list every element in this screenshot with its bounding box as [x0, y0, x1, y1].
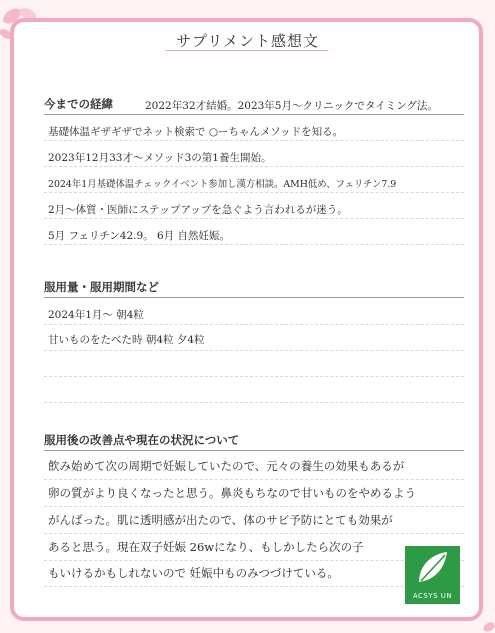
ruled-line: [44, 586, 464, 587]
handwritten-line: 卵の質がより良くなったと思う。鼻炎もちなので甘いものをやめるよう: [48, 486, 416, 500]
ruled-line: [44, 506, 464, 507]
handwritten-line: もいけるかもしれないので 妊娠中ものみつづけている。: [48, 566, 339, 580]
handwritten-line: がんばった。肌に透明感が出たので、体のサビ予防にとても効果が: [48, 513, 393, 527]
corner-decoration-icon: [475, 613, 495, 633]
title-underline: [166, 50, 328, 51]
ruled-line: [44, 376, 464, 377]
ruled-line: [44, 533, 464, 534]
ruled-line: [44, 192, 464, 193]
section-divider: [44, 114, 464, 115]
handwritten-line: 甘いものをたべた時 朝4粒 夕4粒: [48, 334, 205, 346]
ruled-line: [44, 244, 464, 245]
leaf-icon: [405, 546, 460, 590]
ruled-line: [44, 479, 464, 480]
brand-logo: [405, 546, 460, 604]
logo-text: ACSYS UN: [412, 592, 453, 600]
handwritten-line: 5月 フェリチン42.9。 6月 自然妊娠。: [48, 230, 230, 242]
handwritten-line: 2023年12月33才～メソッド3の第1養生開始。: [48, 152, 272, 164]
section-heading-history: 今までの経緯: [44, 97, 113, 111]
ruled-line: [44, 350, 464, 351]
ruled-line: [44, 560, 464, 561]
handwritten-line: 2月～体質・医師にステップアップを急ぐよう言われるが迷う。: [48, 204, 348, 216]
section-heading-dosage: 服用量・服用期間など: [44, 280, 159, 294]
section-heading-improvements: 服用後の改善点や現在の状況について: [44, 433, 240, 447]
handwritten-line: 2024年1月基礎体温チェックイベント参加し漢方相談。AMH低め、フェリチン7.9: [48, 179, 397, 190]
ruled-line: [44, 140, 464, 141]
section-divider: [44, 450, 464, 451]
ruled-line: [44, 324, 464, 325]
handwritten-line: 2024年1月～ 朝4粒: [48, 309, 144, 321]
handwritten-line: あると思う。現在双子妊娠 26wになり、もしかしたら次の子: [48, 540, 364, 554]
ruled-line: [44, 218, 464, 219]
ruled-line: [44, 166, 464, 167]
page-title: サプリメント感想文: [175, 32, 320, 50]
handwritten-line: 飲み始めて次の周期で妊娠していたので、元々の養生の効果もあるが: [48, 459, 405, 473]
ruled-line: [44, 402, 464, 403]
handwritten-line: 基礎体温ギザギザでネット検索で ○ーちゃんメソッドを知る。: [48, 126, 344, 138]
handwritten-line: 2022年32才結婚。2023年5月～クリニックでタイミング法。: [145, 100, 438, 112]
section-divider: [44, 297, 464, 298]
